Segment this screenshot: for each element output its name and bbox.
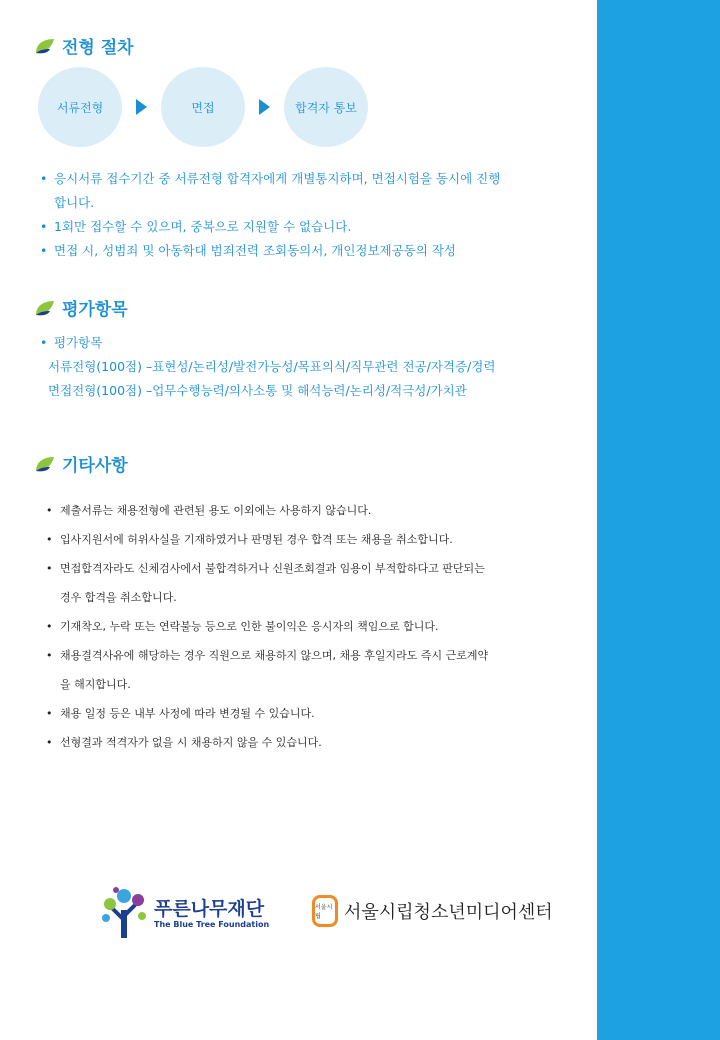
process-notes: [38, 167, 500, 263]
leaf-icon: [34, 299, 56, 317]
eval-block: [38, 331, 495, 403]
etc-item-continued: 을 해지합니다.: [60, 678, 131, 691]
etc-section-title: [34, 451, 128, 476]
leaf-icon: [34, 455, 56, 473]
eval-heading: • 평가항목: [38, 331, 495, 355]
center-badge-text: 서울시립: [315, 904, 333, 920]
process-steps: [38, 67, 368, 147]
etc-item-continued: 경우 합격을 취소합니다.: [60, 591, 177, 604]
arrow-right-icon: [259, 99, 270, 115]
etc-item: • 기재착오, 누락 또는 연락불능 등으로 인한 불이익은 응시자의 책임으로 합니다.: [46, 612, 566, 641]
process-note: • 응시서류 접수기간 중 서류전형 합격자에게 개별통지하며, 면접시험을 동시에 진행: [38, 167, 500, 191]
arrow-right-icon: [136, 99, 147, 115]
etc-item: • 선형결과 적격자가 없을 시 채용하지 않을 수 있습니다.: [46, 728, 566, 757]
process-note: • 1회만 접수할 수 있으며, 중복으로 지원할 수 없습니다.: [38, 215, 500, 239]
leaf-icon: [34, 37, 56, 55]
tree-icon: [100, 886, 148, 940]
step-interview: 면접: [161, 67, 245, 147]
eval-section-title: [34, 295, 128, 320]
etc-title-text: 기타사항: [62, 456, 128, 476]
etc-item: • 면접합격자라도 신체검사에서 불합격하거나 신원조회결과 임용이 부적합하다고 판단되는: [46, 554, 566, 583]
seoul-youth-media-center-logo: [312, 895, 553, 927]
step-announcement: 합격자 통보: [284, 67, 368, 147]
foundation-name-ko: 푸른나무재단: [154, 897, 265, 920]
blue-tree-foundation-logo: [100, 886, 269, 940]
process-note-continued: 합니다.: [54, 195, 95, 210]
etc-item: • 채용결격사유에 해당하는 경우 직원으로 채용하지 않으며, 채용 후일지라도 즉시 근로계약: [46, 641, 566, 670]
process-note: • 면접 시, 성범죄 및 아동학대 범죄전력 조회동의서, 개인정보제공동의 작성: [38, 239, 500, 263]
center-badge-icon: [312, 895, 338, 927]
eval-title-text: 평가항목: [62, 300, 128, 320]
process-section-title: [34, 33, 134, 58]
etc-item: • 채용 일정 등은 내부 사정에 따라 변경될 수 있습니다.: [46, 699, 566, 728]
process-title-text: 전형 절차: [62, 38, 134, 58]
eval-interview-criteria: 면접전형(100점) –업무수행능력/의사소통 및 해석능력/논리성/적극성/가치관: [48, 383, 467, 398]
etc-item: • 입사지원서에 허위사실을 기재하였거나 판명된 경우 합격 또는 채용을 취소합니다.: [46, 525, 566, 554]
etc-items: [46, 496, 566, 757]
center-name-ko: 서울시립청소년미디어센터: [344, 902, 553, 923]
eval-document-criteria: 서류전형(100점) –표현성/논리성/발전가능성/목표의식/직무관련 전공/자격증/경력: [48, 359, 496, 374]
right-sidebar-band: [597, 0, 720, 1040]
step-document: 서류전형: [38, 67, 122, 147]
foundation-name-en: The Blue Tree Foundation: [154, 919, 270, 929]
etc-item: • 제출서류는 채용전형에 관련된 용도 이외에는 사용하지 않습니다.: [46, 496, 566, 525]
